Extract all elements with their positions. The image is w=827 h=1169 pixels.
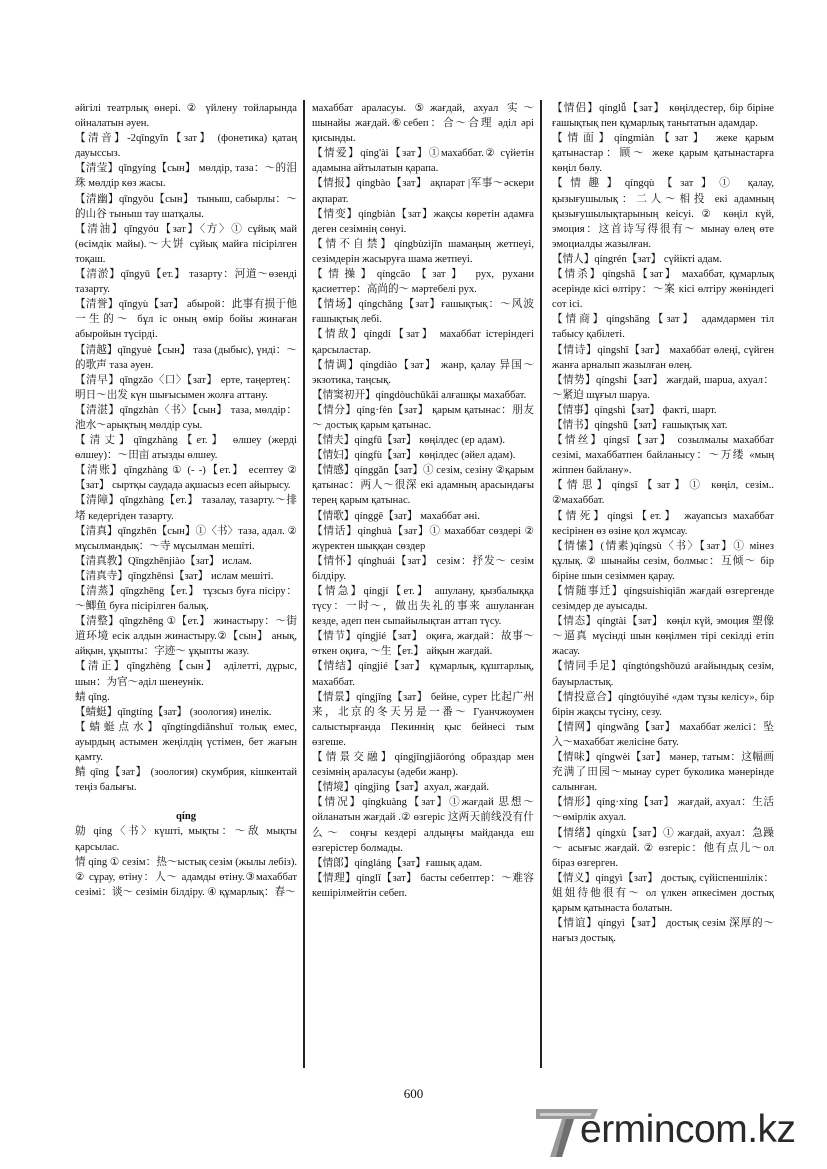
- dictionary-entry: 勍 qíng〈书〉күшті, мықты：～敌 мықты қарсылас.: [75, 826, 297, 853]
- dictionary-entry: 【情不自禁】qíngbùzìjīn шамаңың жетпеуі, сезімдерін жасыруға шама жетпеуі.: [312, 238, 534, 265]
- dictionary-entry: 【清障】qīngzhàng【ет.】 тазалау, тазарту.～排堵 кедергіден тазарту.: [75, 495, 297, 522]
- dictionary-entry: 【情投意合】qíngtóuyìhé «дәм тұзы келісу», бір бірін жақсы түсіну, сезу.: [552, 691, 774, 718]
- dictionary-entry: 鲭 qīng【зат】 (зоология) скумбрия, кішкентай теңіз балығы.: [75, 767, 297, 794]
- dictionary-entry: 【情敌】qíngdí【зат】 махаббат істеріндегі қарсыластар.: [312, 329, 534, 356]
- dictionary-entry: 【情理】qínglǐ【зат】 басты себептер：～难容 кешірілмейтін себеп.: [312, 872, 534, 899]
- dictionary-entry: 【清早】qīngzǎo〈口〉【зат】 ерте, таңертең：明日～出发 күн шығысымен жолға аттану.: [75, 374, 297, 401]
- dictionary-entry: 【情急】qíngjí【ет.】 ашулану, қызбалыққа түсу：一时～，做出失礼的事来 ашуланған кезде, әдеп пен сыпайылықтан аттап түсу.: [312, 586, 534, 628]
- dictionary-entry: 【情愫】(情素)qíngsù〈书〉【зат】① мінез құлық. ② шынайы сезім, болмыс：互倾～ бір біріне шын сезіммен қарау.: [552, 540, 774, 582]
- section-heading: qíng: [175, 811, 197, 823]
- dictionary-entry: 【清油】qīngyóu【зат】〈方〉① сұйық май (өсімдік майы).～大饼 сұйық майға пісірілген тоқаш.: [75, 223, 297, 265]
- dictionary-entry: 【情窦初开】qíngdòuchūkāi алғашқы махаббат.: [312, 389, 527, 401]
- dictionary-entry: 【情态】qíngtài【зат】 көңіл күй, эмоция 塑像～逼真 мүсінді шын көңілмен тірі секілді етіп жасау.: [552, 616, 774, 658]
- dictionary-entry: 【蜻蜓点水】qīngtíngdiǎnshuǐ толық емес, ауырдың астымен жеңілдің үстімен, бет жағын қамту.: [75, 721, 297, 764]
- dictionary-entry: 【清音】-2qīngyīn【зат】 (фонетика) қатаң дауыссыз.: [75, 133, 297, 160]
- column-divider: [303, 100, 305, 1068]
- column-divider: [540, 100, 542, 1068]
- dictionary-entry: 【情随事迁】qíngsuíshìqiān жағдай өзгергенде сезімдер де ауысады.: [552, 586, 774, 613]
- termincom-logo[interactable]: [532, 1103, 822, 1163]
- dictionary-entry: 【情妇】qíngfù【зат】 көңілдес (әйел адам).: [312, 450, 516, 462]
- dictionary-entry: 【情场】qíngchǎng【зат】ғашықтық：～风波 ғашықтық лебі.: [312, 299, 534, 326]
- dictionary-entry: 【情变】qíngbiàn【зат】жақсы көретін адамға деген сезімнің сөнуі.: [312, 208, 534, 235]
- dictionary-entry: 蜻 qīng.: [75, 691, 110, 703]
- dictionary-entry: 【情报】qíngbào【зат】 ақпарат |军事～әскери ақпарат.: [312, 178, 534, 205]
- dictionary-entry: 【情人】qíngrén【зат】 сүйікті адам.: [552, 253, 722, 265]
- dictionary-entry: 【情形】qíng·xíng【зат】 жағдай, ахуал：生活～өмірлік ахуал.: [552, 797, 774, 824]
- dictionary-entry: әйгілі театрлық өнері. ② үйлену тойларында ойналатын әуен.: [75, 103, 297, 130]
- dictionary-entry: 【情歌】qínggē【зат】 махаббат әні.: [312, 510, 480, 522]
- dictionary-entry: 【情况】qíngkuàng【зат】①жағдай 思想～ойланатын жағдай .② өзгеріс 这两天前线没有什么～ соңғы кездері алдыңғы майданда еш өзгерістер болмады.: [312, 797, 534, 854]
- dictionary-entry: 【清真寺】qīngzhēnsì【зат】 ислам мешіті.: [75, 570, 274, 582]
- dictionary-entry: 【清誉】qīngyù【зат】 абырой：此事有损于他一生的～ бұл іс оның өмір бойы жинаған абыройын түсірді.: [75, 299, 297, 341]
- dictionary-entry: 【情调】qíngdiào【зат】 жанр, қалау 异国～ экзотика, таңсық.: [312, 359, 534, 386]
- dictionary-column-3: [552, 101, 774, 946]
- dictionary-entry: 【清整】qīngzhěng ①【ет.】 жинастыру：～街道环境 есік алдын жинастыру.②【сын】 анық, айқын, ұқыпты：字迹～ ұқыпты жазу.: [75, 616, 297, 658]
- dictionary-entry: 情 qíng ① сезім：热～ыстық сезім (жылы лебіз). ② сұрау, өтіну：人～ адамды өтіну.③махаббат сезімі：谈～ сезімін білдіру. ④ құмарлық：春～: [75, 856, 297, 898]
- dictionary-entry: 【清真教】Qīngzhēnjiào【зат】 ислам.: [75, 555, 252, 567]
- dictionary-entry: 【清账】qīngzhàng ① (- -)【ет.】 есептеу ② 【зат】 сыртқы саудада ақшасыз есеп айырысу.: [75, 465, 297, 492]
- dictionary-entry: 【情怀】qínghuái【зат】 сезім：抒发～ сезім білдіру.: [312, 555, 534, 582]
- dictionary-entry: 【情味】qíngwèi【зат】 мәнер, татым：这幅画充满了田园～мынау сурет буколика мәнерінде салынған.: [552, 752, 774, 794]
- dictionary-entry: 【清丈】qīngzhàng【ет.】 өлшеу (жерді өлшеу)：～田亩 атызды өлшеу.: [75, 435, 297, 462]
- dictionary-entry: 【情夫】qíngfū【зат】 көңілдес (ер адам).: [312, 435, 506, 447]
- dictionary-entry: 【情诗】qíngshī【зат】 махаббат өлеңі, сүйген жанға арналып жазылған өлең.: [552, 344, 774, 371]
- dictionary-entry: 【情同手足】qíngtóngshǒuzú ағайындық сезім, бауырластық.: [552, 661, 774, 688]
- dictionary-entry: 【情思】qíngsī【зат】① көңіл, сезім.. ②махаббат.: [552, 480, 774, 507]
- page-number: 600: [403, 1086, 424, 1101]
- dictionary-entry: 【情景】qíngjǐng【зат】 бейне, сурет 比起广州来，北京的冬天另是一番～ Гуанчжоумен салыстырғанда Пекиннің қыс бейнесі тым өзгеше.: [312, 691, 534, 748]
- dictionary-entry: 【情网】qíngwǎng【зат】 махаббат желісі：坠入～махаббат желісіне бату.: [552, 721, 774, 748]
- dictionary-entry: 【情事】qíngshì【зат】 факті, шарт.: [552, 404, 717, 416]
- dictionary-entry: 【情义】qíngyì【зат】 достық, сүйіспеншілік：姐姐待他很有～ ол үлкен әпкесімен достық қарым қатынаста болатын.: [552, 872, 774, 914]
- dictionary-entry: 【情爱】qíng'ài【зат】①махаббат.② сүйетін адамына айтылатын қарапа.: [312, 148, 534, 175]
- dictionary-entry: 【清越】qīngyuè【сын】 таза (дыбыс), үнді：～的歌声 таза әуен.: [75, 344, 297, 371]
- dictionary-entry: 【情侣】qínglǚ【зат】 көңілдестер, бір біріне ғашықтық пен құмарлық танытатын адамдар.: [552, 103, 774, 130]
- dictionary-entry: 【情分】qíng·fèn【зат】 қарым қатынас：朋友～ достық қарым қатынас.: [312, 404, 534, 431]
- dictionary-entry: 【情面】qíngmiàn【зат】 жеке қарым қатынастар：顾～ жеке қарым қатынастарға көңіл бөлу.: [552, 133, 774, 175]
- dictionary-entry: 【情势】qíngshì【зат】 жағдай, шарua, ахуал：～紧迫 шұғыл шаруа.: [552, 374, 774, 401]
- dictionary-entry: 【清淤】qīngyū【ет.】 тазарту：河道～өзенді тазарту.: [75, 269, 297, 296]
- dictionary-entry: 【情商】qíngshāng【зат】 адамдармен тіл табысу қабілеті.: [552, 314, 774, 341]
- dictionary-entry: 【情节】qíngjié【зат】 оқиға, жағдай：故事～ өткен оқиға, ～生【ет.】 айқын жағдай.: [312, 631, 534, 658]
- dictionary-entry: 【清湛】qīngzhàn〈书〉【сын】 таза, мөлдір：池水～арықтың мөлдір суы.: [75, 404, 297, 431]
- dictionary-entry: 【清蒸】qīngzhēng【ет.】 тұзсыз буға пісіру：～鲫鱼 буға пісірілген балық.: [75, 586, 297, 613]
- dictionary-entry: 【蜻蜓】qīngtíng【зат】 (зоология) инелік.: [75, 706, 272, 718]
- dictionary-entry: 【情郎】qíngláng【зат】ғашық адам.: [312, 857, 483, 869]
- dictionary-column-1: [75, 101, 297, 900]
- dictionary-entry: 【清莹】qīngyíng【сын】 мөлдір, таза：～的泪珠 мөлдір көз жасы.: [75, 163, 297, 190]
- dictionary-entry: 【情书】qíngshū【зат】ғашықтық хат.: [552, 419, 728, 431]
- dictionary-entry: 【情趣】qíngqù【зат】① қалау, қызығушылық：二人～相投 екі адамның қызығушылықтарының кеісуі. ② көңіл күй, эмоция：这首诗写得很有～ мынау өлең өте эмоциалды жазылған.: [552, 178, 774, 250]
- dictionary-entry: 【情景交融】qíngjǐngjiāoróng образдар мен сезімнің араласуы (әдеби жанр).: [312, 752, 534, 779]
- dictionary-column-2: [312, 101, 534, 901]
- dictionary-entry: 【情丝】qíngsī【зат】 созылмалы махаббат сезімі, махаббатпен байланысу：～万缕 «мың жіппен байлану».: [552, 435, 774, 477]
- dictionary-entry: 【情谊】qíngyì【зат】 достық сезім 深厚的～ нағыз достық.: [552, 918, 774, 945]
- dictionary-entry: 【情结】qíngjié【зат】 құмарлық, құштарлық, махаббат.: [312, 661, 534, 688]
- dictionary-entry: 【清正】qīngzhèng【сын】 әділетті, дұрыс, шын：为官～әділ шенеунік.: [75, 661, 297, 688]
- dictionary-entry: 【清幽】qīngyōu【сын】 тыныш, сабырлы：～的山谷 тыныш тау шатқалы.: [75, 193, 297, 220]
- dictionary-entry: 【情话】qínghuà【зат】① махаббат сөздері ② жүректен шыққан сөздер: [312, 525, 534, 552]
- dictionary-entry: 【情感】qínggǎn【зат】① сезім, сезіну ②қарым қатынас：两人～很深 екі адамның арасындағы терең қарым қатынас.: [312, 465, 534, 507]
- dictionary-entry: 【情境】qíngjìng【зат】ахуал, жағдай.: [312, 782, 490, 794]
- dictionary-entry: 【清真】qīngzhēn【сын】①〈书〉таза, адал. ② мұсылмандық：～寺 мұсылман мешіті.: [75, 525, 297, 552]
- dictionary-entry: 【情杀】qíngshā【зат】 махаббат, құмарлық әсерінде кісі өлтіру：～案 кісі өлтіру жөніндегі сот ісі.: [552, 269, 774, 311]
- dictionary-entry: 【情绪】qíngxù【зат】① жағдай, ахуал：急躁～ асығыс жағдай. ② өзгеріс：他有点儿～ол біраз өзгерген.: [552, 827, 774, 869]
- dictionary-entry: 【情死】qíngsì【ет.】 жауапсыз махаббат кесірінен өз өзіне қол жұмсау.: [552, 510, 774, 537]
- logo-text: ermincom.kz: [580, 1108, 796, 1151]
- dictionary-entry: махаббат араласуы. ⑤жағдай, ахуал 实～шынайы жағдай.⑥себеп：合～合理 әділ әрі қисынды.: [312, 103, 534, 145]
- dictionary-entry: 【情操】qíngcāo【зат】 рух, рухани қасиеттер：高尚的～ мәртебелі рух.: [312, 269, 534, 296]
